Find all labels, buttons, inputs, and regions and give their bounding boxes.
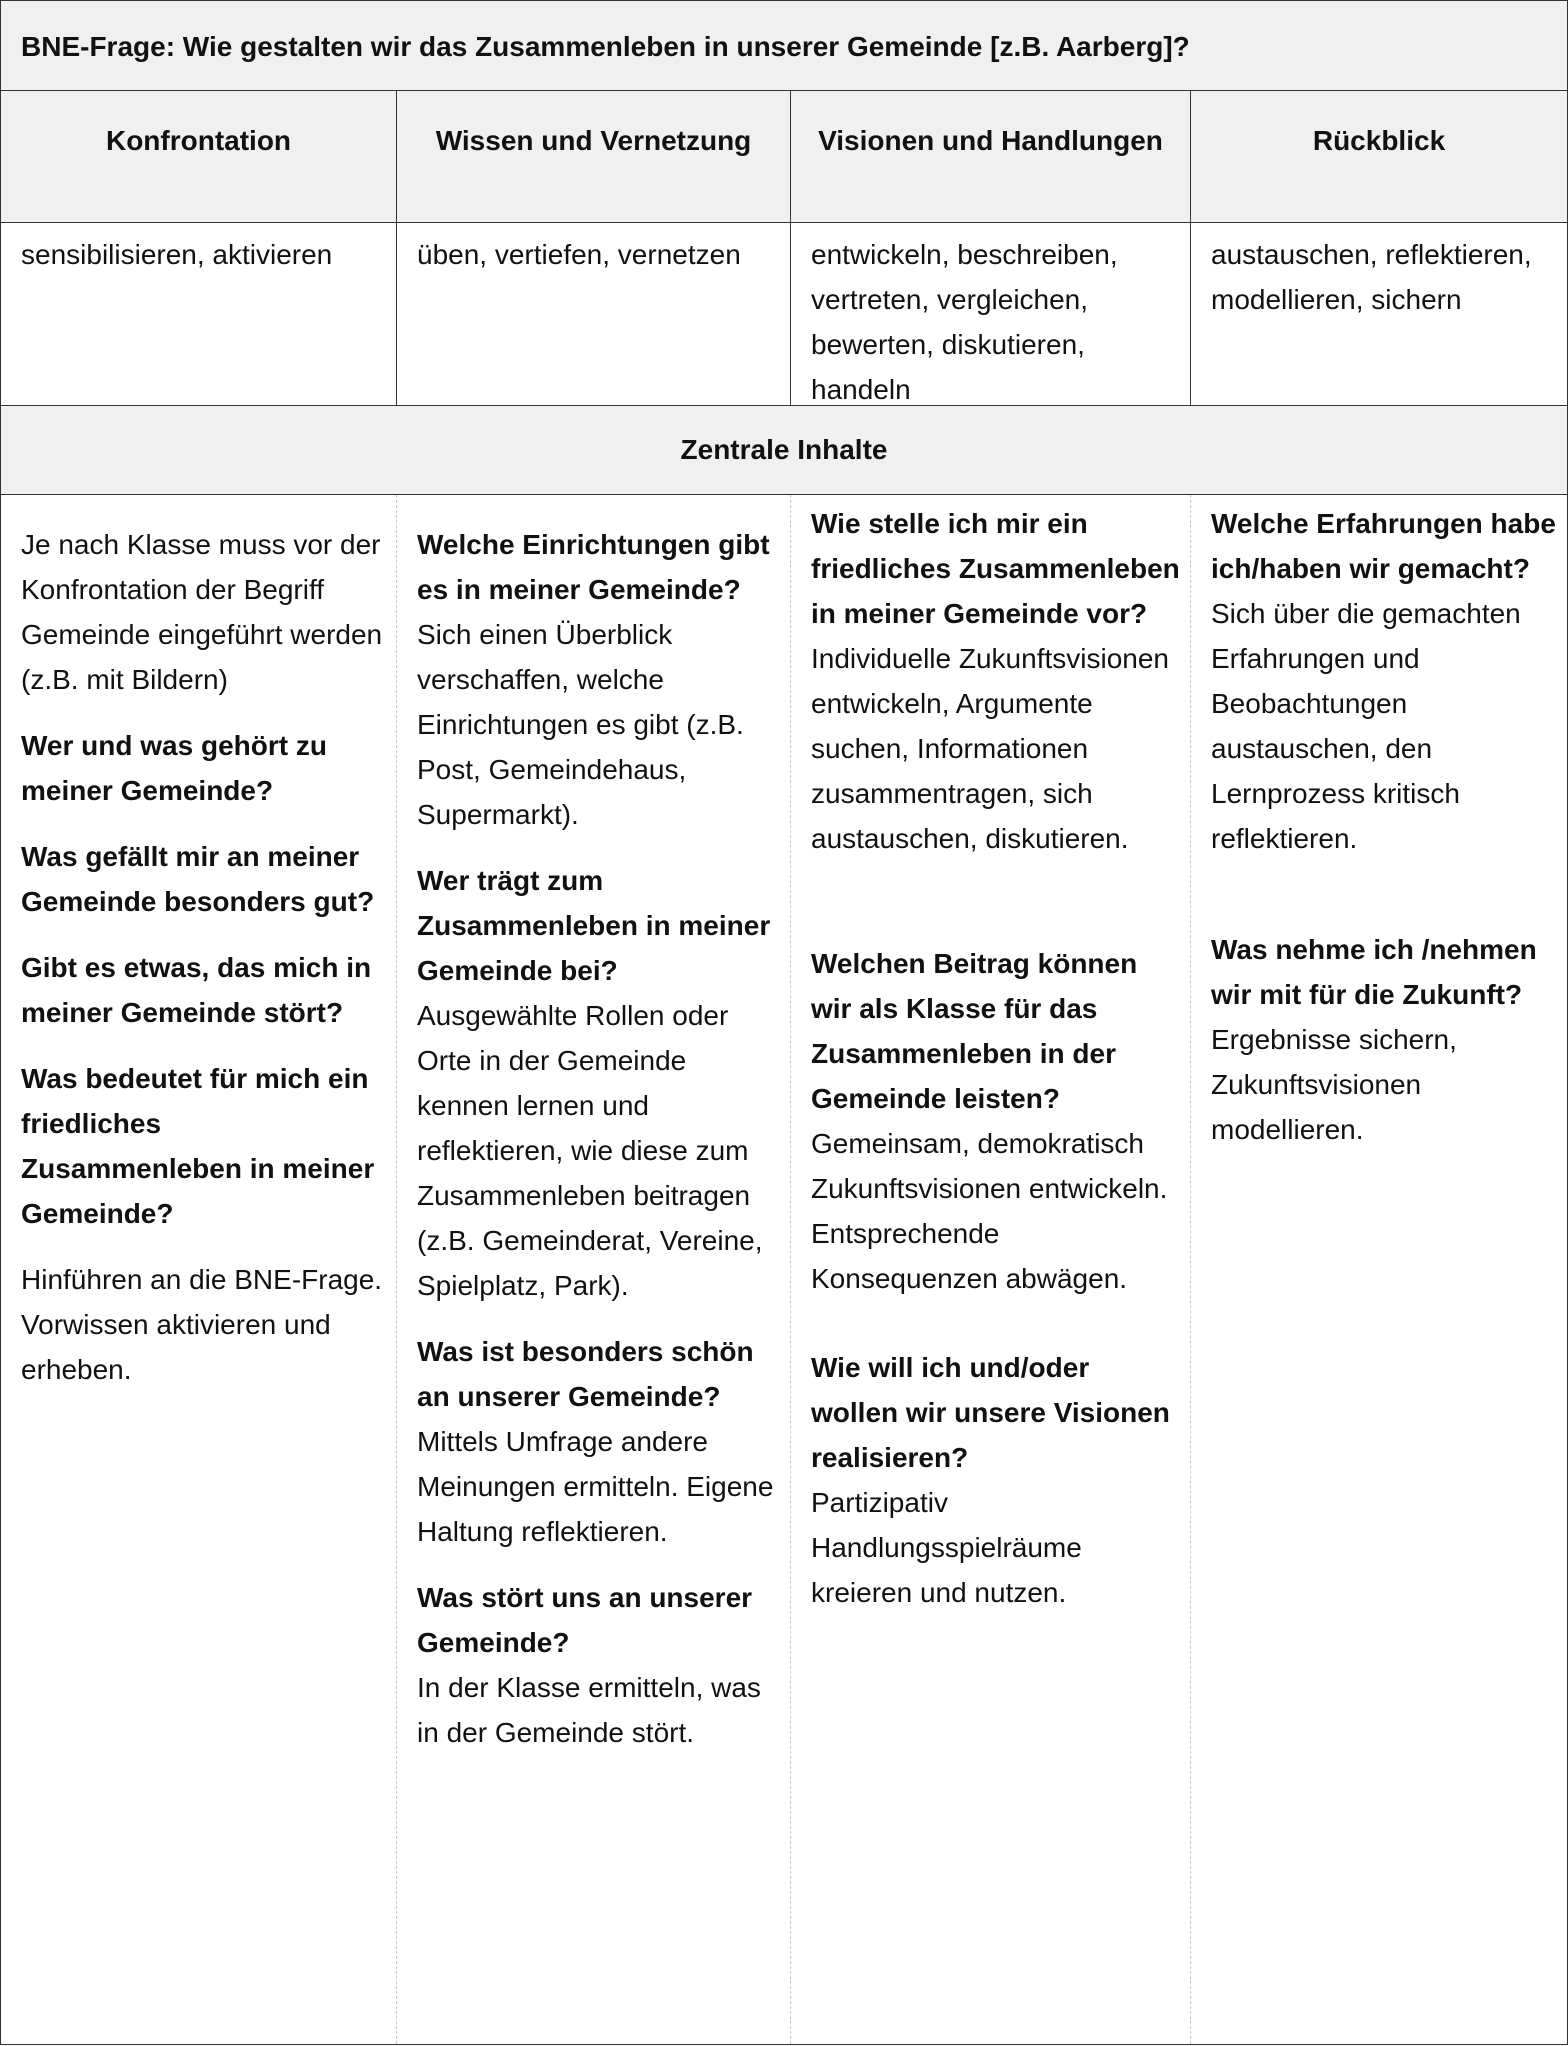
guiding-question: Wie will ich und/oder wollen wir unsere Visionen realisieren? (811, 1352, 1170, 1473)
guiding-question: Wer und was gehört zu meiner Gemeinde? (21, 730, 327, 806)
activity-text: Individuelle Zukunftsvisionen entwickeln, Argumente suchen, Informationen zusammentragen, sich austauschen, diskutieren. (811, 643, 1169, 854)
verbs-text: austauschen, reflektieren, modellieren, sichern (1211, 239, 1532, 315)
guiding-question: Wer trägt zum Zusammenleben in meiner Gemeinde bei? (417, 865, 771, 986)
verbs-cell-konfrontation (1, 223, 396, 405)
outro-text: Hinführen an die BNE-Frage. Vorwissen aktivieren und erheben. (21, 1264, 383, 1385)
phase-header-wissen (396, 91, 790, 222)
verbs-text: entwickeln, beschreiben, vertreten, vergleichen, bewerten, diskutieren, handeln (811, 239, 1118, 405)
phase-header-visionen (790, 91, 1190, 222)
activity-text: Ergebnisse sichern, Zukunftsvisionen modellieren. (1211, 1024, 1457, 1145)
guiding-question: Was stört uns an unserer Gemeinde? (417, 1582, 753, 1658)
verbs-cell-rueckblick (1190, 223, 1567, 405)
verbs-row (1, 223, 1567, 406)
phase-label: Wissen und Vernetzung (435, 125, 752, 156)
verbs-cell-wissen (396, 223, 790, 405)
activity-text: In der Klasse ermitteln, was in der Gemeinde stört. (417, 1672, 761, 1748)
title-row (1, 1, 1567, 91)
content-cell-wissen (396, 495, 790, 2044)
verbs-text: sensibilisieren, aktivieren (21, 239, 333, 270)
bne-question-title: BNE-Frage: Wie gestalten wir das Zusammenleben in unserer Gemeinde [z.B. Aarberg]? (21, 31, 1190, 62)
guiding-question: Was nehme ich /nehmen wir mit für die Zukunft? (1211, 934, 1537, 1010)
phase-label: Konfrontation (105, 125, 292, 156)
content-cell-visionen (790, 495, 1190, 2044)
verbs-cell-visionen (790, 223, 1190, 405)
guiding-question: Welche Erfahrungen habe ich/haben wir gemacht? (1211, 508, 1556, 584)
phase-label: Visionen und Handlungen (818, 125, 1163, 156)
guiding-question: Welchen Beitrag können wir als Klasse für das Zusammenleben in der Gemeinde leisten? (811, 948, 1138, 1114)
activity-text: Sich einen Überblick verschaffen, welche Einrichtungen es gibt (z.B. Post, Gemeindehaus, Supermarkt). (417, 619, 744, 830)
verbs-text: üben, vertiefen, vernetzen (417, 239, 741, 270)
contents-row (1, 495, 1567, 2044)
guiding-question: Wie stelle ich mir ein friedliches Zusammenleben in meiner Gemeinde vor? (811, 508, 1180, 629)
phase-label: Rückblick (1312, 125, 1446, 156)
activity-text: Ausgewählte Rollen oder Orte in der Gemeinde kennen lernen und reflektieren, wie diese zum Zusammenleben beitragen (z.B. Gemeinderat, Vereine, Spielplatz, Park). (417, 1000, 763, 1301)
activity-text: Sich über die gemachten Erfahrungen und Beobachtungen austauschen, den Lernprozess kritisch reflektieren. (1211, 598, 1521, 854)
phase-header-row (1, 91, 1567, 223)
section-title: Zentrale Inhalte (680, 434, 888, 465)
activity-text: Gemeinsam, demokratisch Zukunftsvisionen entwickeln. Entsprechende Konsequenzen abwägen. (811, 1128, 1168, 1294)
section-header-row (1, 406, 1567, 495)
activity-text: Mittels Umfrage andere Meinungen ermitteln. Eigene Haltung reflektieren. (417, 1426, 774, 1547)
guiding-question: Welche Einrichtungen gibt es in meiner Gemeinde? (417, 529, 770, 605)
activity-text: Partizipativ Handlungsspielräume kreieren und nutzen. (811, 1487, 1082, 1608)
guiding-question: Was bedeutet für mich ein friedliches Zusammenleben in meiner Gemeinde? (21, 1063, 375, 1229)
content-cell-rueckblick (1190, 495, 1567, 2044)
phase-header-rueckblick (1190, 91, 1567, 222)
guiding-question: Was gefällt mir an meiner Gemeinde besonders gut? (21, 841, 375, 917)
content-cell-konfrontation (1, 495, 396, 2044)
guiding-question: Was ist besonders schön an unserer Gemeinde? (417, 1336, 754, 1412)
guiding-question: Gibt es etwas, das mich in meiner Gemeinde stört? (21, 952, 372, 1028)
intro-text: Je nach Klasse muss vor der Konfrontation der Begriff Gemeinde eingeführt werden (z.B. mit Bildern) (21, 529, 383, 695)
phase-header-konfrontation (1, 91, 396, 222)
